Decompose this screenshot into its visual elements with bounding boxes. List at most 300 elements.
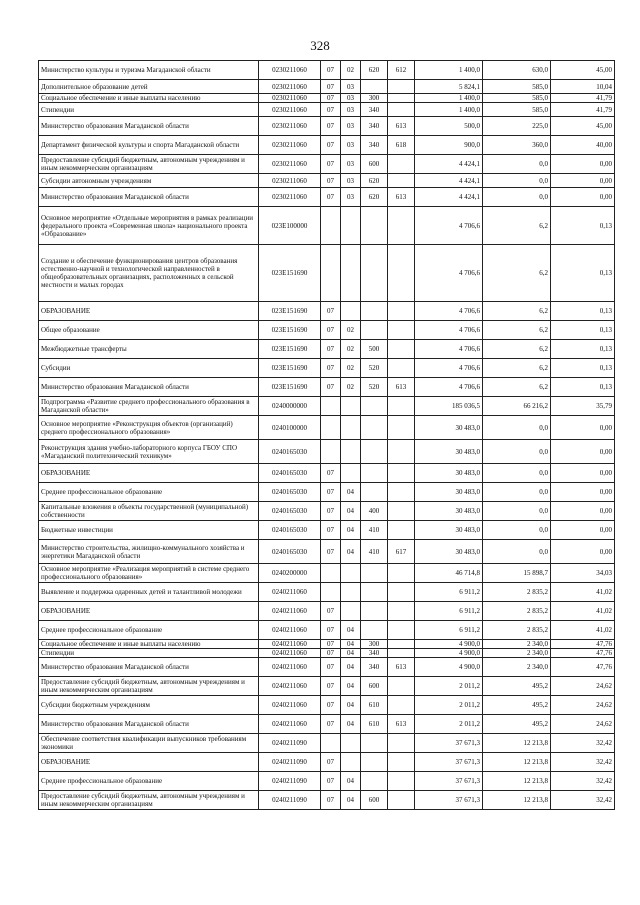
table-row	[39, 117, 615, 136]
cell-fact: 0,0	[483, 155, 551, 174]
cell-pct: 40,00	[551, 136, 615, 155]
cell-sub: 04	[341, 483, 361, 502]
table-row	[39, 103, 615, 117]
cell-name: Субсидии автономным учреждениям	[39, 174, 259, 188]
cell-vr: 600	[361, 155, 388, 174]
cell-name: Предоставление субсидий бюджетным, автономным учреждениям и иным некоммерческим организациям	[39, 791, 259, 810]
cell-fact: 0,0	[483, 540, 551, 564]
cell-grbs: 612	[388, 61, 415, 80]
cell-grbs: 618	[388, 136, 415, 155]
cell-fact: 630,0	[483, 61, 551, 80]
cell-sec	[321, 440, 341, 464]
cell-pct: 0,13	[551, 340, 615, 359]
cell-plan: 30 483,0	[415, 502, 483, 521]
cell-grbs	[388, 207, 415, 245]
cell-plan: 4 706,6	[415, 340, 483, 359]
cell-grbs	[388, 321, 415, 340]
cell-pct: 41,02	[551, 583, 615, 602]
cell-name: Субсидии бюджетным учреждениям	[39, 696, 259, 715]
cell-sec	[321, 734, 341, 753]
cell-vr	[361, 483, 388, 502]
cell-sub	[341, 245, 361, 302]
cell-pct: 0,00	[551, 502, 615, 521]
cell-grbs	[388, 94, 415, 103]
table-row	[39, 174, 615, 188]
cell-sec: 07	[321, 753, 341, 772]
cell-code: 0240165030	[259, 521, 321, 540]
cell-grbs	[388, 440, 415, 464]
cell-fact: 360,0	[483, 136, 551, 155]
cell-plan: 30 483,0	[415, 483, 483, 502]
cell-code: 0240211090	[259, 734, 321, 753]
cell-plan: 30 483,0	[415, 521, 483, 540]
cell-vr: 520	[361, 359, 388, 378]
cell-sub: 03	[341, 155, 361, 174]
cell-sec: 07	[321, 302, 341, 321]
cell-plan: 4 706,6	[415, 359, 483, 378]
cell-pct: 0,00	[551, 464, 615, 483]
cell-grbs	[388, 397, 415, 416]
cell-sub: 04	[341, 791, 361, 810]
cell-sec: 07	[321, 602, 341, 621]
cell-sub	[341, 734, 361, 753]
cell-plan: 37 671,3	[415, 772, 483, 791]
table-row	[39, 464, 615, 483]
cell-grbs	[388, 302, 415, 321]
cell-sub	[341, 416, 361, 440]
cell-pct: 0,00	[551, 174, 615, 188]
cell-code: 0230211060	[259, 94, 321, 103]
table-row	[39, 753, 615, 772]
cell-plan: 500,0	[415, 117, 483, 136]
cell-vr: 500	[361, 340, 388, 359]
cell-plan: 4 706,6	[415, 207, 483, 245]
cell-vr: 300	[361, 94, 388, 103]
cell-code: 0240200000	[259, 564, 321, 583]
cell-sub: 03	[341, 117, 361, 136]
cell-sub	[341, 583, 361, 602]
cell-sec: 07	[321, 94, 341, 103]
cell-grbs	[388, 416, 415, 440]
cell-plan: 4 706,6	[415, 302, 483, 321]
cell-vr	[361, 564, 388, 583]
cell-plan: 185 036,5	[415, 397, 483, 416]
cell-vr: 600	[361, 677, 388, 696]
cell-name: Выявление и поддержка одаренных детей и талантливой молодежи	[39, 583, 259, 602]
cell-grbs	[388, 791, 415, 810]
cell-sec: 07	[321, 61, 341, 80]
cell-sec: 07	[321, 174, 341, 188]
cell-grbs	[388, 772, 415, 791]
cell-plan: 2 011,2	[415, 696, 483, 715]
cell-fact: 6,2	[483, 302, 551, 321]
cell-pct: 47,76	[551, 649, 615, 658]
cell-pct: 35,79	[551, 397, 615, 416]
cell-pct: 32,42	[551, 791, 615, 810]
cell-vr: 410	[361, 521, 388, 540]
cell-name: Предоставление субсидий бюджетным, автономным учреждениям и иным некоммерческим организациям	[39, 155, 259, 174]
cell-name: Министерство строительства, жилищно-коммунального хозяйства и энергетики Магаданской области	[39, 540, 259, 564]
cell-pct: 32,42	[551, 772, 615, 791]
cell-vr	[361, 753, 388, 772]
cell-plan: 4 424,1	[415, 155, 483, 174]
table-row	[39, 564, 615, 583]
table-row	[39, 521, 615, 540]
cell-plan: 37 671,3	[415, 734, 483, 753]
cell-sub: 03	[341, 174, 361, 188]
cell-code: 0240211060	[259, 621, 321, 640]
cell-plan: 6 911,2	[415, 583, 483, 602]
cell-vr	[361, 416, 388, 440]
cell-fact: 6,2	[483, 207, 551, 245]
cell-fact: 2 340,0	[483, 649, 551, 658]
cell-code: 023E151690	[259, 378, 321, 397]
cell-sec: 07	[321, 378, 341, 397]
cell-sec: 07	[321, 136, 341, 155]
cell-sub	[341, 753, 361, 772]
cell-grbs	[388, 621, 415, 640]
cell-pct: 47,76	[551, 658, 615, 677]
table-row	[39, 583, 615, 602]
cell-code: 023E151690	[259, 245, 321, 302]
cell-sec: 07	[321, 715, 341, 734]
cell-plan: 46 714,8	[415, 564, 483, 583]
cell-fact: 495,2	[483, 696, 551, 715]
cell-pct: 0,13	[551, 359, 615, 378]
cell-code: 0230211060	[259, 80, 321, 94]
cell-vr: 620	[361, 174, 388, 188]
cell-vr	[361, 321, 388, 340]
cell-name: Социальное обеспечение и иные выплаты населению	[39, 640, 259, 649]
table-row	[39, 791, 615, 810]
cell-name: Основное мероприятие «Реконструкция объектов (организаций) среднего профессионального образования»	[39, 416, 259, 440]
cell-plan: 2 011,2	[415, 677, 483, 696]
cell-pct: 32,42	[551, 753, 615, 772]
cell-fact: 2 835,2	[483, 602, 551, 621]
cell-code: 0230211060	[259, 117, 321, 136]
table-row	[39, 321, 615, 340]
cell-pct: 0,00	[551, 540, 615, 564]
cell-fact: 66 216,2	[483, 397, 551, 416]
cell-vr	[361, 207, 388, 245]
cell-vr: 340	[361, 649, 388, 658]
cell-name: ОБРАЗОВАНИЕ	[39, 753, 259, 772]
cell-sec: 07	[321, 321, 341, 340]
table-row	[39, 302, 615, 321]
cell-pct: 0,00	[551, 521, 615, 540]
table-row	[39, 715, 615, 734]
cell-plan: 4 424,1	[415, 174, 483, 188]
cell-name: Субсидии	[39, 359, 259, 378]
cell-vr: 520	[361, 378, 388, 397]
cell-code: 023E100000	[259, 207, 321, 245]
table-row	[39, 677, 615, 696]
cell-sec: 07	[321, 188, 341, 207]
cell-plan: 4 424,1	[415, 188, 483, 207]
cell-grbs: 613	[388, 658, 415, 677]
table-row	[39, 94, 615, 103]
cell-grbs	[388, 483, 415, 502]
cell-sub	[341, 440, 361, 464]
cell-sub: 03	[341, 94, 361, 103]
cell-sec: 07	[321, 540, 341, 564]
cell-pct: 45,00	[551, 61, 615, 80]
cell-fact: 6,2	[483, 245, 551, 302]
cell-pct: 45,00	[551, 117, 615, 136]
cell-sub: 04	[341, 696, 361, 715]
cell-name: Предоставление субсидий бюджетным, автономным учреждениям и иным некоммерческим организациям	[39, 677, 259, 696]
cell-name: Бюджетные инвестиции	[39, 521, 259, 540]
table-row	[39, 80, 615, 94]
cell-sec: 07	[321, 340, 341, 359]
cell-code: 0230211060	[259, 61, 321, 80]
cell-plan: 4 900,0	[415, 658, 483, 677]
cell-vr: 620	[361, 188, 388, 207]
cell-sec	[321, 564, 341, 583]
cell-code: 0240165030	[259, 464, 321, 483]
cell-pct: 34,03	[551, 564, 615, 583]
cell-sub	[341, 207, 361, 245]
cell-vr: 620	[361, 61, 388, 80]
cell-pct: 0,13	[551, 321, 615, 340]
table-row	[39, 649, 615, 658]
cell-sec: 07	[321, 103, 341, 117]
cell-code: 0240211060	[259, 677, 321, 696]
cell-sub: 03	[341, 188, 361, 207]
cell-code: 0240211090	[259, 753, 321, 772]
cell-sec: 07	[321, 696, 341, 715]
cell-sub: 04	[341, 772, 361, 791]
cell-sub: 03	[341, 136, 361, 155]
cell-name: Среднее профессиональное образование	[39, 621, 259, 640]
cell-grbs	[388, 564, 415, 583]
cell-name: Министерство культуры и туризма Магаданской области	[39, 61, 259, 80]
cell-sec: 07	[321, 80, 341, 94]
cell-pct: 47,76	[551, 640, 615, 649]
cell-plan: 2 011,2	[415, 715, 483, 734]
cell-sub: 02	[341, 321, 361, 340]
cell-sec	[321, 416, 341, 440]
cell-sub: 02	[341, 378, 361, 397]
cell-pct: 0,13	[551, 302, 615, 321]
cell-name: Подпрограмма «Развитие среднего профессионального образования в Магаданской области»	[39, 397, 259, 416]
cell-fact: 12 213,8	[483, 753, 551, 772]
cell-fact: 2 835,2	[483, 583, 551, 602]
cell-name: Обеспечение соответствия квалификации выпускников требованиям экономики	[39, 734, 259, 753]
cell-pct: 41,79	[551, 103, 615, 117]
cell-vr	[361, 440, 388, 464]
table-row	[39, 378, 615, 397]
cell-pct: 41,02	[551, 602, 615, 621]
cell-pct: 0,00	[551, 483, 615, 502]
table-row	[39, 416, 615, 440]
cell-name: Департамент физической культуры и спорта Магаданской области	[39, 136, 259, 155]
cell-code: 0240211090	[259, 772, 321, 791]
cell-sec: 07	[321, 791, 341, 810]
cell-fact: 0,0	[483, 440, 551, 464]
cell-vr	[361, 464, 388, 483]
cell-sub	[341, 602, 361, 621]
cell-name: Стипендии	[39, 103, 259, 117]
table-row	[39, 540, 615, 564]
table-row	[39, 640, 615, 649]
cell-name: Реконструкция здания учебно-лабораторного корпуса ГБОУ СПО «Магаданский политехнический техникум»	[39, 440, 259, 464]
cell-sec: 07	[321, 117, 341, 136]
cell-vr	[361, 245, 388, 302]
cell-vr	[361, 602, 388, 621]
cell-sub: 03	[341, 80, 361, 94]
cell-name: ОБРАЗОВАНИЕ	[39, 602, 259, 621]
cell-vr: 610	[361, 696, 388, 715]
cell-code: 0240211060	[259, 715, 321, 734]
table-row	[39, 340, 615, 359]
cell-code: 023E151690	[259, 359, 321, 378]
cell-sub	[341, 464, 361, 483]
cell-name: Создание и обеспечение функционирования центров образования естественно-научной и технологической направленностей в общеобразовательных организациях, расположенных в сельской местности и малых городах	[39, 245, 259, 302]
cell-code: 0240211060	[259, 640, 321, 649]
cell-grbs	[388, 80, 415, 94]
cell-code: 023E151690	[259, 340, 321, 359]
cell-fact: 0,0	[483, 502, 551, 521]
cell-grbs	[388, 464, 415, 483]
cell-code: 0240165030	[259, 440, 321, 464]
cell-grbs: 613	[388, 117, 415, 136]
cell-code: 0240165030	[259, 502, 321, 521]
cell-name: Среднее профессиональное образование	[39, 483, 259, 502]
cell-code: 0240211060	[259, 602, 321, 621]
cell-sec: 07	[321, 640, 341, 649]
cell-plan: 4 900,0	[415, 640, 483, 649]
cell-sec: 07	[321, 155, 341, 174]
cell-pct: 0,13	[551, 207, 615, 245]
cell-sec: 07	[321, 658, 341, 677]
cell-sub: 02	[341, 340, 361, 359]
cell-name: ОБРАЗОВАНИЕ	[39, 302, 259, 321]
cell-plan: 1 400,0	[415, 103, 483, 117]
cell-pct: 0,00	[551, 155, 615, 174]
cell-sub: 04	[341, 677, 361, 696]
cell-code: 023E151690	[259, 302, 321, 321]
cell-sub: 04	[341, 715, 361, 734]
cell-plan: 4 900,0	[415, 649, 483, 658]
cell-vr	[361, 80, 388, 94]
table-row	[39, 602, 615, 621]
table-row	[39, 155, 615, 174]
cell-plan: 30 483,0	[415, 440, 483, 464]
cell-fact: 0,0	[483, 464, 551, 483]
cell-sub: 03	[341, 103, 361, 117]
cell-grbs	[388, 174, 415, 188]
table-row	[39, 772, 615, 791]
cell-plan: 6 911,2	[415, 602, 483, 621]
cell-sec: 07	[321, 521, 341, 540]
cell-code: 0230211060	[259, 188, 321, 207]
cell-sec: 07	[321, 359, 341, 378]
cell-sub: 04	[341, 621, 361, 640]
cell-name: ОБРАЗОВАНИЕ	[39, 464, 259, 483]
cell-sec: 07	[321, 621, 341, 640]
cell-plan: 4 706,6	[415, 321, 483, 340]
cell-grbs	[388, 753, 415, 772]
cell-pct: 24,62	[551, 715, 615, 734]
cell-pct: 10,04	[551, 80, 615, 94]
cell-code: 0230211060	[259, 103, 321, 117]
cell-vr: 340	[361, 117, 388, 136]
cell-vr: 410	[361, 540, 388, 564]
cell-pct: 0,00	[551, 188, 615, 207]
cell-name: Капитальные вложения в объекты государственной (муниципальной) собственности	[39, 502, 259, 521]
table-row	[39, 440, 615, 464]
cell-vr	[361, 583, 388, 602]
cell-fact: 12 213,8	[483, 734, 551, 753]
cell-sec: 07	[321, 483, 341, 502]
cell-fact: 2 835,2	[483, 621, 551, 640]
cell-vr: 340	[361, 136, 388, 155]
cell-name: Дополнительное образование детей	[39, 80, 259, 94]
cell-fact: 2 340,0	[483, 640, 551, 649]
cell-code: 0240165030	[259, 540, 321, 564]
cell-code: 0240100000	[259, 416, 321, 440]
cell-plan: 30 483,0	[415, 416, 483, 440]
cell-sec: 07	[321, 677, 341, 696]
cell-fact: 2 340,0	[483, 658, 551, 677]
cell-grbs	[388, 583, 415, 602]
cell-plan: 37 671,3	[415, 753, 483, 772]
cell-plan: 4 706,6	[415, 378, 483, 397]
cell-fact: 585,0	[483, 94, 551, 103]
cell-sub: 04	[341, 658, 361, 677]
cell-pct: 0,00	[551, 416, 615, 440]
cell-pct: 0,13	[551, 245, 615, 302]
cell-fact: 0,0	[483, 174, 551, 188]
cell-grbs	[388, 521, 415, 540]
table-row	[39, 734, 615, 753]
table-row	[39, 483, 615, 502]
cell-grbs	[388, 245, 415, 302]
cell-grbs	[388, 359, 415, 378]
cell-sub: 02	[341, 61, 361, 80]
cell-sub	[341, 564, 361, 583]
cell-grbs	[388, 677, 415, 696]
cell-vr	[361, 772, 388, 791]
cell-sub: 04	[341, 521, 361, 540]
cell-sub: 04	[341, 540, 361, 564]
budget-table	[38, 60, 615, 810]
cell-code: 0240211060	[259, 658, 321, 677]
cell-plan: 30 483,0	[415, 540, 483, 564]
cell-plan: 5 824,1	[415, 80, 483, 94]
cell-fact: 6,2	[483, 359, 551, 378]
cell-grbs	[388, 696, 415, 715]
table-row	[39, 61, 615, 80]
table-row	[39, 359, 615, 378]
cell-code: 0240211090	[259, 791, 321, 810]
cell-fact: 0,0	[483, 416, 551, 440]
cell-plan: 30 483,0	[415, 464, 483, 483]
cell-sec: 07	[321, 649, 341, 658]
cell-name: Министерство образования Магаданской области	[39, 117, 259, 136]
page-number: 328	[310, 38, 330, 53]
cell-vr	[361, 621, 388, 640]
cell-fact: 0,0	[483, 188, 551, 207]
table-row	[39, 502, 615, 521]
cell-grbs	[388, 502, 415, 521]
cell-name: Основное мероприятие «Отдельные мероприятия в рамках реализации федерального проекта «Современная школа» национального проекта «Образование»	[39, 207, 259, 245]
cell-grbs	[388, 340, 415, 359]
cell-vr	[361, 302, 388, 321]
cell-vr: 340	[361, 658, 388, 677]
cell-sub: 04	[341, 640, 361, 649]
